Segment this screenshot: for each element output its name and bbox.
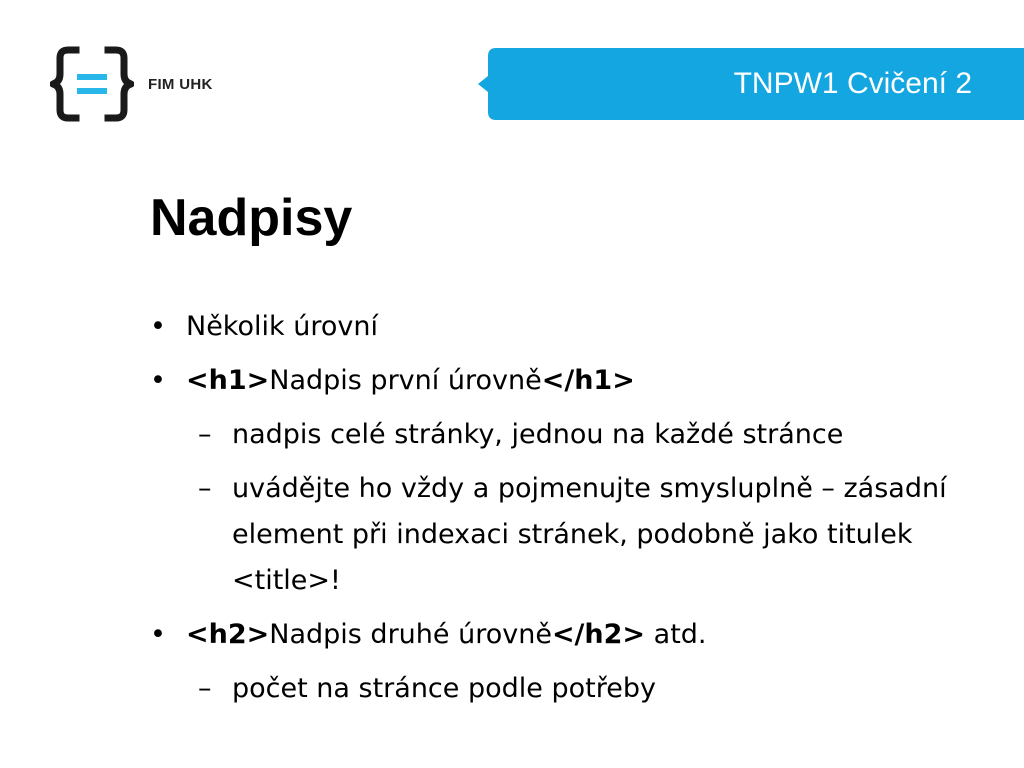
sub-bullet-marker: – [198,673,212,704]
bullet-suffix: atd. [645,619,707,650]
sub-bullet-text: nadpis celé stránky, jednou na každé stránce [232,419,844,450]
bullet-text: Nadpis první úrovně [269,365,542,396]
bullet-item [150,304,980,350]
sub-bullet-text: počet na stránce podle potřeby [232,673,656,704]
bullet-item [150,612,980,658]
sub-bullet-marker: – [198,419,212,450]
sub-bullet-marker: – [198,473,212,504]
sub-bullet-item [150,666,980,712]
header-banner [476,48,1024,120]
logo-text: FIM UHK [148,75,213,93]
tag-h1-close: </h1> [541,365,635,396]
bullet-marker: • [150,365,166,396]
tag-h2-open: <h2> [186,619,270,650]
bullet-list [150,304,980,720]
bullet-marker: • [150,619,166,650]
sub-bullet-item [150,412,980,458]
course-title: TNPW1 Cvičení 2 [733,67,972,100]
bullet-item [150,358,980,404]
bullet-text: Nadpis druhé úrovně [269,619,552,650]
fim-uhk-logo [50,44,213,124]
sub-bullet-item [150,466,980,604]
tag-h1-open: <h1> [186,365,270,396]
sub-bullet-text: uvádějte ho vždy a pojmenujte smysluplně – zásadní element při indexaci stránek, podobně jako titulek <title>! [232,473,947,596]
tag-h2-close: </h2> [551,619,646,650]
slide-title: Nadpisy [150,189,353,247]
bullet-marker: • [150,311,166,342]
bullet-text: Několik úrovní [186,311,378,342]
braces-equals-icon [50,44,134,124]
